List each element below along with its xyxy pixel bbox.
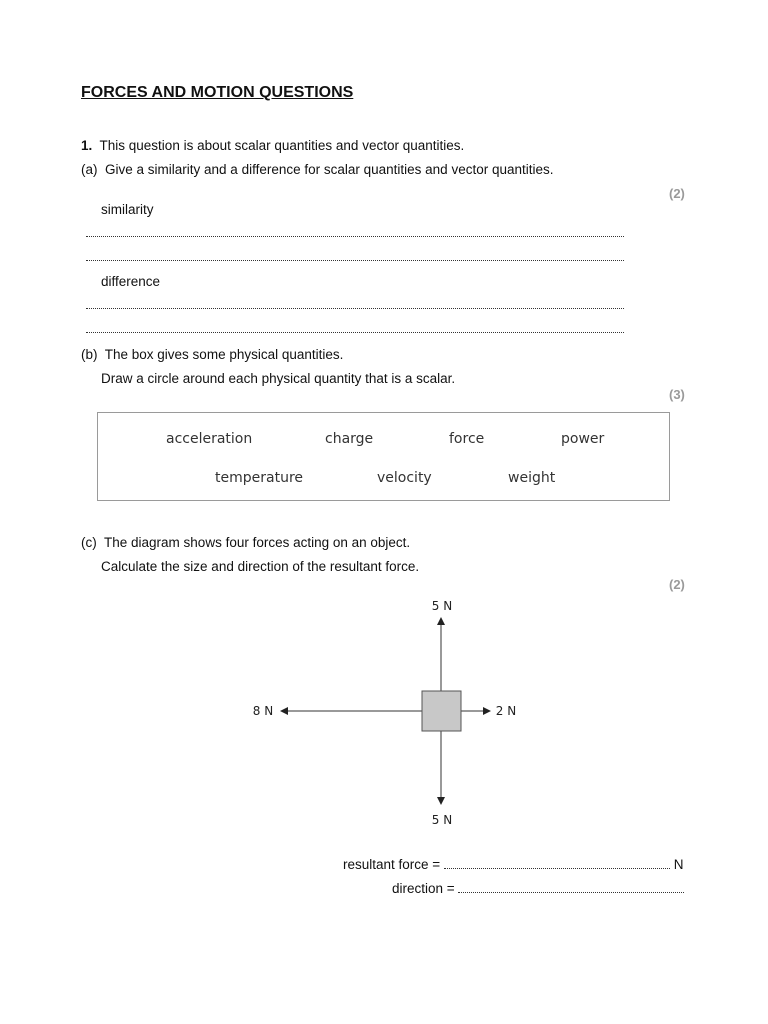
resultant-force-unit: N [673, 857, 684, 872]
difference-label: difference [101, 274, 161, 289]
direction-label: direction = [392, 881, 455, 896]
resultant-force-answer [343, 857, 683, 872]
part-a-label: (a) [81, 162, 98, 177]
up-force-label: 5 N [431, 599, 453, 613]
quantity-charge[interactable]: charge [325, 431, 374, 447]
direction-answer [392, 881, 684, 896]
quantity-weight[interactable]: weight [508, 470, 556, 486]
part-b-label: (b) [81, 347, 98, 362]
part-b-text: The box gives some physical quantities. [104, 347, 344, 362]
similarity-label: similarity [101, 202, 154, 217]
resultant-force-input[interactable] [444, 858, 670, 869]
quantity-acceleration[interactable]: acceleration [166, 431, 253, 447]
left-force-label: 8 N [252, 704, 274, 718]
quantity-temperature[interactable]: temperature [215, 470, 303, 486]
direction-input[interactable] [458, 882, 684, 893]
part-a-text: Give a similarity and a difference for scalar quantities and vector quantities. [105, 162, 554, 177]
question-number: 1. [81, 138, 93, 153]
right-force-label: 2 N [495, 704, 517, 718]
quantity-force[interactable]: force [449, 431, 485, 447]
part-c-marks: (2) [669, 577, 685, 592]
part-b-instruction: Draw a circle around each physical quantity that is a scalar. [101, 371, 456, 386]
quantity-power[interactable]: power [561, 431, 605, 447]
quantity-velocity[interactable]: velocity [377, 470, 432, 486]
object-box [422, 691, 461, 731]
part-c-text: The diagram shows four forces acting on an object. [104, 535, 411, 550]
down-force-label: 5 N [431, 813, 453, 827]
part-b-marks: (3) [669, 387, 685, 402]
page-title: FORCES AND MOTION QUESTIONS [81, 84, 354, 101]
part-a-marks: (2) [669, 186, 685, 201]
part-c-instruction: Calculate the size and direction of the resultant force. [101, 559, 420, 574]
resultant-force-label: resultant force = [343, 857, 441, 872]
part-c-label: (c) [81, 535, 97, 550]
question-intro-text: This question is about scalar quantities and vector quantities. [99, 138, 465, 153]
